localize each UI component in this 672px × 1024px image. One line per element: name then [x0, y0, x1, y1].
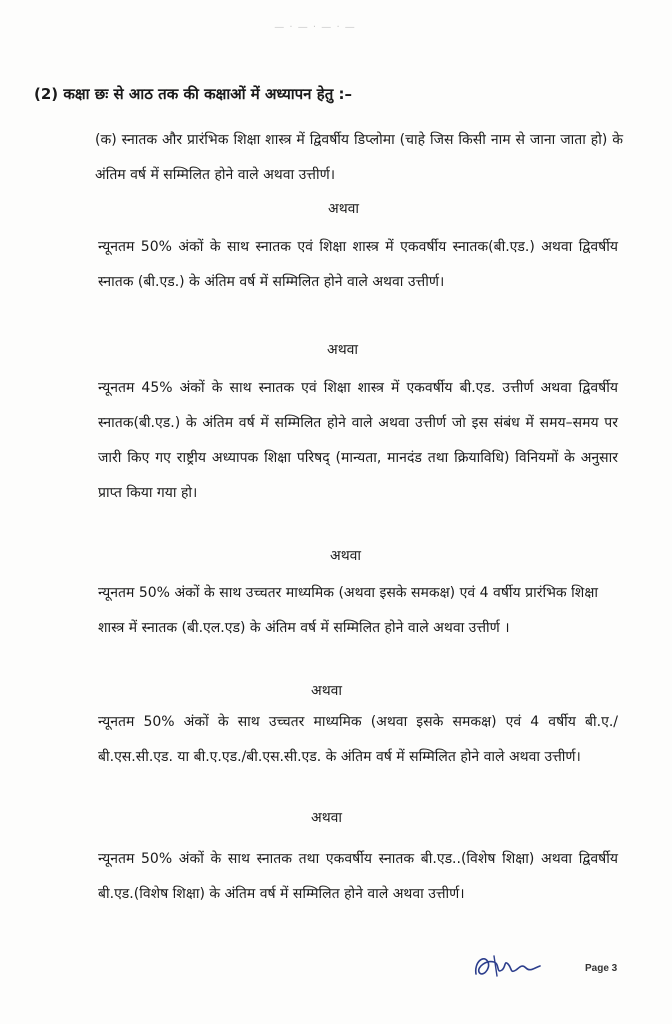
separator-athva-4: अथवा — [311, 683, 343, 699]
separator-athva-5: अथवा — [311, 810, 343, 826]
clause-option-2: न्यूनतम 45% अंकों के साथ स्नातक एवं शिक्षा शास्त्र में एकवर्षीय बी.एड. उत्तीर्ण अथवा द्विवर्षीय स्नातक(बी.एड.) के अंतिम वर्ष में सम्मिलित होने वाले अथवा उत्तीर्ण जो इस संबंध में समय–समय पर जारी किए गए राष्ट्रीय अध्यापक शिक्षा परिषद् (मान्यता, मानदंड तथा क्रियाविधि) विनियमों के अनुसार प्राप्त किया गया हो। — [98, 380, 618, 501]
section-heading: (2) कक्षा छः से आठ तक की कक्षाओं में अध्यापन हेतु :– — [34, 85, 352, 103]
clause-option-5: न्यूनतम 50% अंकों के साथ स्नातक तथा एकवर्षीय स्नातक बी.एड..(विशेष शिक्षा) अथवा द्विवर्षीय बी.एड.(विशेष शिक्षा) के अंतिम वर्ष में सम्मिलित होने वाले अथवा उत्तीर्ण। — [98, 851, 618, 902]
page-number: Page 3 — [585, 963, 618, 974]
clause-option-4: न्यूनतम 50% अंकों के साथ उच्चतर माध्यमिक (अथवा इसके समकक्ष) एवं 4 वर्षीय बी.ए./बी.एस.सी.एड. या बी.ए.एड./बी.एस.सी.एड. के अंतिम वर्ष में सम्मिलित होने वाले अथवा उत्तीर्ण। — [98, 714, 618, 765]
signature-mark — [470, 948, 550, 984]
clause-option-1: न्यूनतम 50% अंकों के साथ स्नातक एवं शिक्षा शास्त्र में एकवर्षीय स्नातक(बी.एड.) अथवा द्विवर्षीय स्नातक (बी.एड.) के अंतिम वर्ष में सम्मिलित होने वाले अथवा उत्तीर्ण। — [98, 239, 618, 290]
separator-athva-2: अथवा — [327, 342, 359, 358]
separator-athva-1: अथवा — [328, 201, 360, 217]
clause-ka: (क) स्नातक और प्रारंभिक शिक्षा शास्त्र में द्विवर्षीय डिप्लोमा (चाहे जिस किसी नाम से जाना जाता हो) के अंतिम वर्ष में सम्मिलित होने वाले अथवा उत्तीर्ण। — [95, 132, 623, 183]
faint-header-mark: — · — · — · — — [274, 22, 356, 33]
clause-option-3: न्यूनतम 50% अंकों के साथ उच्चतर माध्यमिक (अथवा इसके समकक्ष) एवं 4 वर्षीय प्रारंभिक शिक्षा शास्त्र में स्नातक (बी.एल.एड) के अंतिम वर्ष में सम्मिलित होने वाले अथवा उत्तीर्ण । — [98, 585, 598, 636]
separator-athva-3: अथवा — [330, 548, 362, 564]
